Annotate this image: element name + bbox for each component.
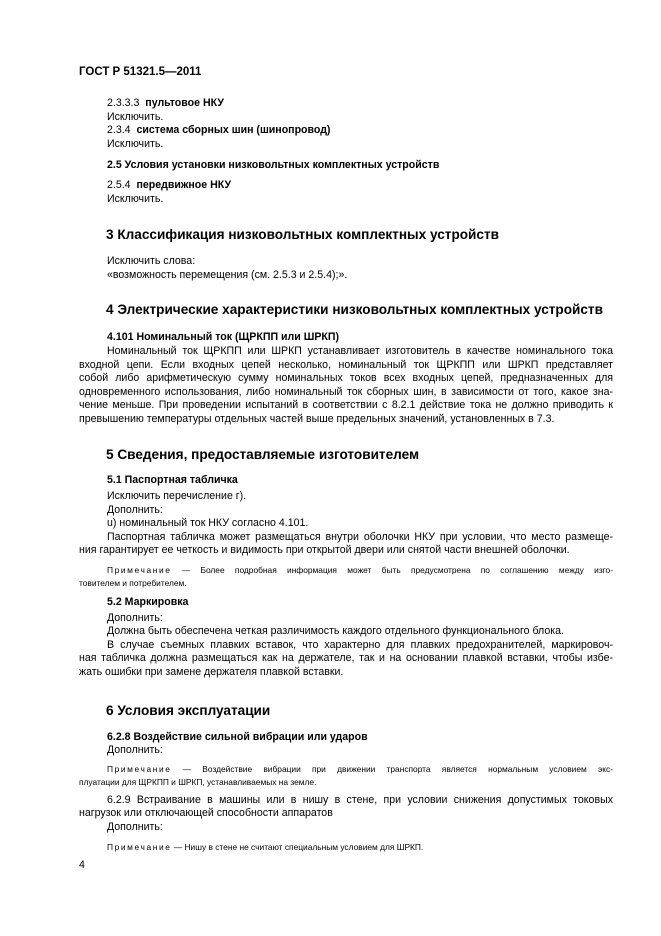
paragraph-line: Паспортная табличка может размещаться внутри оболочки НКУ при условии, что место размеще- [107,530,613,543]
clause-5-1-note [79,564,613,590]
clause-text: Исключить. [107,192,164,205]
clause-2-5-4 [107,179,613,206]
paragraph-line: Номинальный ток ЩРКПП или ШРКП устанавливает изготовитель в качестве номинального тока [107,344,613,357]
paragraph-line: превышению температуры отдельных частей выше предельных значений, установленных в 7.3. [79,412,555,425]
paragraph-line: нагрузок или отключающей способности аппаратов [79,807,333,820]
document-header: ГОСТ Р 51321.5—2011 [79,66,202,78]
note-label: Примечание [107,763,172,774]
paragraph-line: входной цепи. Если входных цепей несколько, номинальный ток ЩРКПП или ШРКП представляет [79,358,613,371]
paragraph-line: ния гарантирует ее четкость и видимость при открытой двери или снятой части внешней оболочки. [79,544,570,557]
note-label: Примечание [107,841,172,852]
clause-5-1-line-3: u) номинальный ток НКУ согласно 4.101. [107,517,309,530]
clause-5-2-paragraph [79,639,613,680]
paragraph-line: собой либо арифметическую сумму номинальных токов всех входных цепей, предназначенных для [79,372,613,385]
clause-6-2-9 [79,794,613,821]
page-number: 4 [79,859,85,871]
clause-number: 2.3.4 [107,124,131,137]
section-3-line-1: Исключить слова: [107,255,196,268]
clause-4-101-title: 4.101 Номинальный ток (ЩРКПП или ШРКП) [107,331,340,344]
section-5-title: 5 Сведения, предоставляемые изготовителем [106,446,420,462]
clause-6-2-9-note [107,841,613,854]
clause-5-1-paragraph [79,531,613,558]
clause-6-2-8-note [79,763,613,789]
clause-5-2-line-2: Должна быть обеспечена четкая различимость каждого отдельного функционального блока. [107,625,564,638]
clause-5-1-line-1: Исключить перечисление г). [107,490,247,503]
clause-2-3-4 [107,124,613,151]
clause-2-5-title: 2.5 Условия установки низковольтных комплектных устройств [107,159,440,172]
section-6-title: 6 Условия эксплуатации [106,702,271,718]
paragraph-line: одновременного использования, либо номинальный ток сборных шин, в зависимости от того, какое зна- [79,385,613,398]
clause-number: 2.3.3.3 [107,97,140,109]
clause-2-3-3-3 [107,97,613,124]
clause-6-2-8-title: 6.2.8 Воздействие сильной вибрации или ударов [107,730,368,743]
note-text: товителем и потребителем. [79,578,187,589]
note-text: — Нишу в стене не считают специальным условием для ШРКП. [171,841,424,852]
section-3-line-2: «возможность перемещения (см. 2.5.3 и 2.5.4);». [107,268,348,281]
section-4-title: 4 Электрические характеристики низковольтных комплектных устройств [106,302,603,318]
note-text: — Воздействие вибрации при движении транспорта является нормальным условием экс- [171,763,613,774]
clause-5-1-line-2: Дополнить: [107,503,163,516]
clause-4-101-paragraph [79,345,613,427]
clause-term: передвижное НКУ [136,178,232,191]
clause-5-2-title: 5.2 Маркировка [107,596,189,609]
clause-5-2-line-1: Дополнить: [107,611,163,624]
paragraph-line: чение меньше. При проведении испытаний в соответствии с 8.2.1 действие тока не должно приводить к [79,399,613,412]
clause-6-2-9-add: Дополнить: [107,821,163,833]
clause-number: 2.5.4 [107,178,131,191]
paragraph-line: В случае съемных плавких вставок, что характерно для плавких предохранителей, маркировоч- [107,638,613,651]
paragraph-line: 6.2.9 Встраивание в машины или в нишу в стене, при условии снижения допустимых токовых [107,793,613,806]
clause-text: Исключить. [107,137,164,150]
clause-5-1-title: 5.1 Паспортная табличка [107,473,238,486]
clause-text: Исключить. [107,110,164,123]
note-text: плуатации для ЩРКПП и ШРКП, устанавливаемых на земле. [79,776,317,787]
paragraph-line: ная табличка должна размещаться как на держателе, так и на основании плавкой вставки, чтобы избе- [79,652,613,665]
document-body [79,97,613,854]
note-label: Примечание [107,565,172,576]
note-text: — Более подробная информация может быть предусмотрена по соглашению между изго- [171,565,613,576]
clause-6-2-8-line-1: Дополнить: [107,744,163,757]
clause-term: пультовое НКУ [145,97,224,109]
paragraph-line: жать ошибки при замене держателя плавкой вставки. [79,666,344,679]
clause-term: система сборных шин (шинопровод) [136,124,331,137]
section-3-title: 3 Классификация низковольтных комплектных устройств [106,227,499,243]
